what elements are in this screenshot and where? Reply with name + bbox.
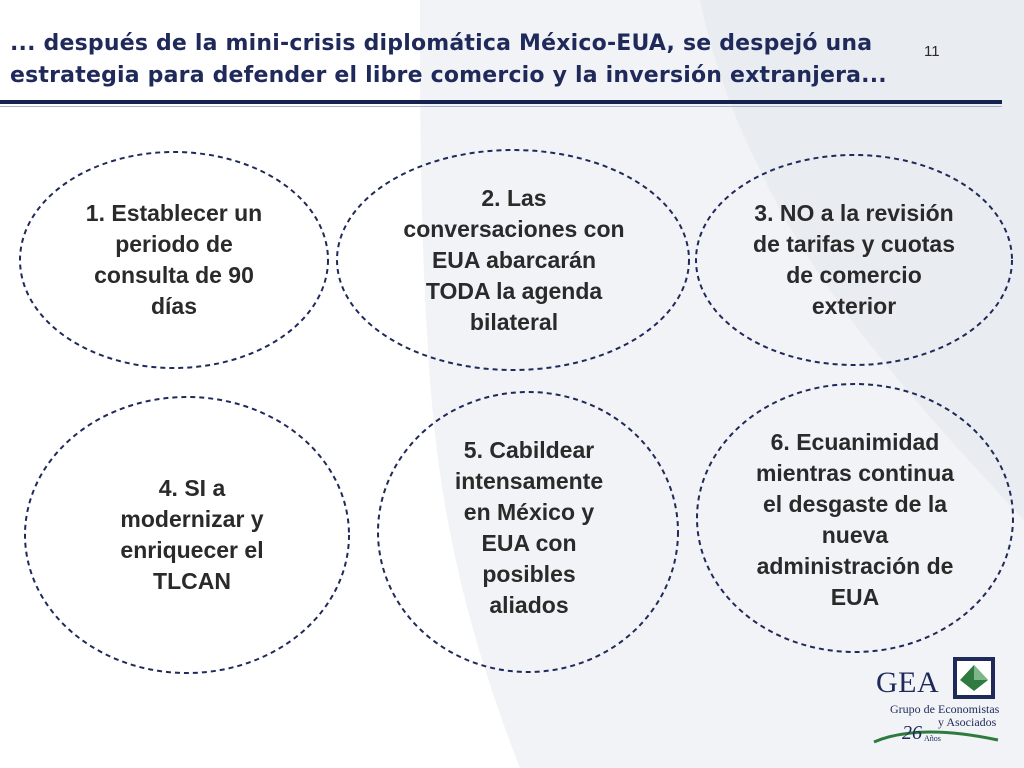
logo-name: GEA bbox=[876, 666, 940, 699]
slide-number: 11 bbox=[924, 43, 940, 60]
point-3-text: 3. NO a la revisión de tarifas y cuotas de comercio exterior bbox=[753, 200, 955, 319]
logo-years-word: Años bbox=[924, 734, 941, 743]
logo-line-2: y Asociados bbox=[938, 715, 997, 729]
gea-logo-mark-icon bbox=[952, 656, 996, 700]
point-6-text: 6. Ecuanimidad mientras continua el desgaste de la nueva administración de EUA bbox=[755, 429, 955, 610]
logo-line-1: Grupo de Economistas bbox=[890, 702, 1000, 716]
point-1-text: 1. Establecer un periodo de consulta de 90 días bbox=[85, 200, 263, 319]
logo-years: 26 bbox=[902, 722, 922, 744]
point-5-text: 5. Cabildear intensamente en México y EUA con posibles aliados bbox=[454, 437, 604, 618]
title-line-2: estrategia para defender el libre comercio y la inversión extranjera... bbox=[10, 63, 887, 88]
point-2-text: 2. Las conversaciones con EUA abarcarán TODA la agenda bilateral bbox=[403, 184, 625, 335]
gea-logo bbox=[872, 654, 1012, 764]
title-line-1: ... después de la mini-crisis diplomática México-EUA, se despejó una bbox=[10, 31, 873, 56]
point-4-text: 4. SI a modernizar y enriquecer el TLCAN bbox=[120, 475, 264, 594]
